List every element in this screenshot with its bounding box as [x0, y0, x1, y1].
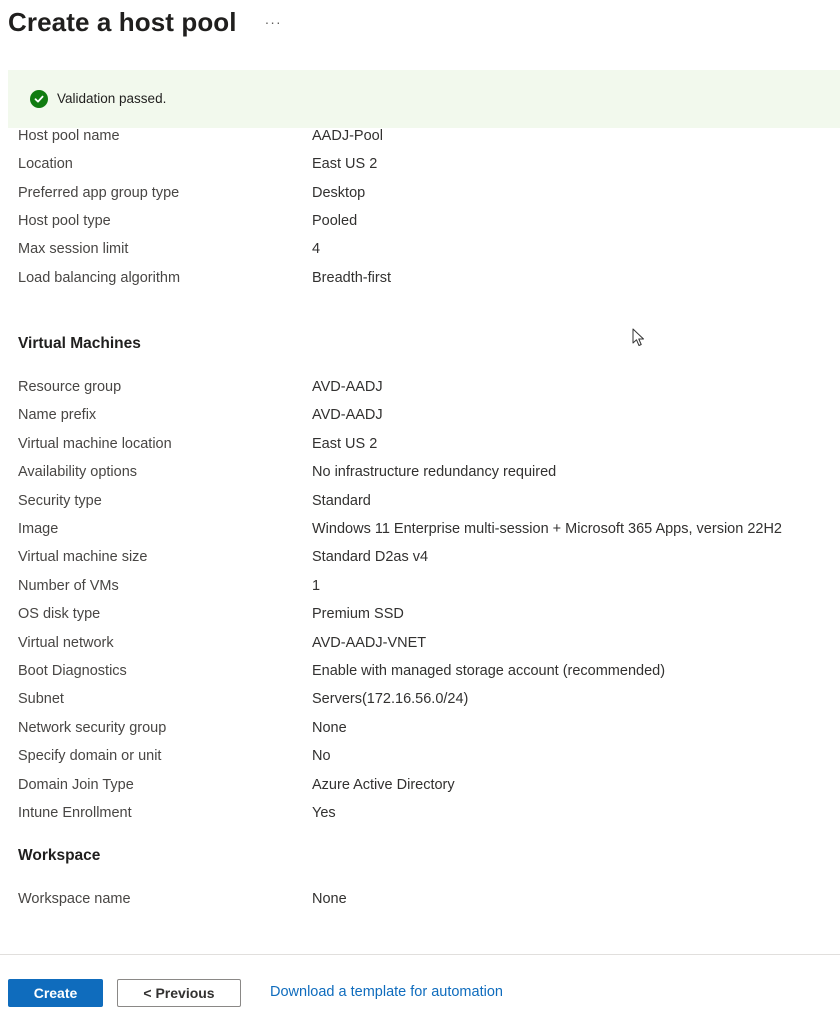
detail-row-image	[18, 518, 840, 540]
detail-row-resource-group	[18, 376, 840, 398]
page-title: Create a host pool	[8, 6, 237, 37]
detail-row-intune-enrollment	[18, 802, 840, 824]
detail-value: Azure Active Directory	[312, 777, 455, 793]
detail-row-host-pool-name	[18, 125, 840, 147]
detail-value: East US 2	[312, 436, 378, 452]
detail-value: None	[312, 720, 347, 736]
validation-banner	[8, 70, 840, 128]
mouse-pointer-icon	[632, 328, 646, 348]
detail-value: No	[312, 748, 331, 764]
detail-row-vm-size	[18, 546, 840, 568]
detail-label: Load balancing algorithm	[18, 270, 181, 286]
section-heading-virtual-machines: Virtual Machines	[18, 335, 141, 352]
detail-row-subnet	[18, 688, 840, 710]
detail-value: Desktop	[312, 185, 366, 201]
detail-value: AVD-AADJ	[312, 407, 383, 423]
detail-label: Virtual machine location	[18, 436, 172, 452]
detail-row-location	[18, 153, 840, 175]
detail-value: AVD-AADJ	[312, 379, 383, 395]
section-heading-workspace: Workspace	[18, 847, 101, 864]
detail-value: Pooled	[312, 213, 358, 229]
detail-value: None	[312, 891, 347, 907]
detail-row-boot-diagnostics	[18, 660, 840, 682]
detail-row-workspace-name	[18, 888, 840, 910]
detail-row-number-of-vms	[18, 575, 840, 597]
title-row	[8, 4, 282, 40]
detail-label: Virtual network	[18, 635, 114, 651]
detail-label: Virtual machine size	[18, 549, 148, 565]
detail-label: Host pool type	[18, 213, 111, 229]
detail-value: Standard	[312, 493, 371, 509]
detail-label: Name prefix	[18, 407, 97, 423]
detail-label: OS disk type	[18, 606, 101, 622]
previous-button[interactable]: < Previous	[117, 979, 241, 1007]
detail-label: Number of VMs	[18, 578, 119, 594]
download-template-link[interactable]: Download a template for automation	[270, 984, 503, 1000]
detail-row-virtual-network	[18, 632, 840, 654]
detail-label: Network security group	[18, 720, 167, 736]
validation-message: Validation passed.	[57, 91, 167, 106]
detail-label: Preferred app group type	[18, 185, 180, 201]
detail-row-security-type	[18, 490, 840, 512]
check-circle-icon	[30, 90, 48, 108]
detail-label: Intune Enrollment	[18, 805, 132, 821]
detail-label: Boot Diagnostics	[18, 663, 127, 679]
detail-label: Image	[18, 521, 59, 537]
detail-label: Security type	[18, 493, 102, 509]
detail-row-domain-join-type	[18, 774, 840, 796]
detail-row-name-prefix	[18, 404, 840, 426]
detail-label: Availability options	[18, 464, 138, 480]
detail-label: Host pool name	[18, 128, 120, 144]
detail-value: AVD-AADJ-VNET	[312, 635, 427, 651]
detail-label: Specify domain or unit	[18, 748, 162, 764]
detail-value: Premium SSD	[312, 606, 404, 622]
detail-value: Servers(172.16.56.0/24)	[312, 691, 469, 707]
detail-row-host-pool-type	[18, 210, 840, 232]
detail-value: Standard D2as v4	[312, 549, 429, 565]
detail-value: Windows 11 Enterprise multi-session + Microsoft 365 Apps, version 22H2	[312, 521, 782, 537]
detail-value: No infrastructure redundancy required	[312, 464, 557, 480]
detail-value: Breadth-first	[312, 270, 391, 286]
detail-row-network-security-group	[18, 717, 840, 739]
more-options-icon[interactable]: ···	[264, 14, 282, 30]
detail-row-vm-location	[18, 433, 840, 455]
detail-value: Enable with managed storage account (recommended)	[312, 663, 666, 679]
detail-value: AADJ-Pool	[312, 128, 383, 144]
detail-label: Resource group	[18, 379, 122, 395]
detail-value: 4	[312, 241, 321, 257]
detail-label: Workspace name	[18, 891, 131, 907]
detail-row-os-disk-type	[18, 603, 840, 625]
detail-row-preferred-app-group-type	[18, 182, 840, 204]
detail-label: Domain Join Type	[18, 777, 134, 793]
detail-row-specify-domain	[18, 745, 840, 767]
detail-value: East US 2	[312, 156, 378, 172]
footer-divider	[0, 954, 840, 955]
detail-value: Yes	[312, 805, 336, 821]
detail-label: Location	[18, 156, 73, 172]
create-button[interactable]: Create	[8, 979, 103, 1007]
detail-label: Max session limit	[18, 241, 129, 257]
detail-row-availability-options	[18, 461, 840, 483]
detail-row-load-balancing-algorithm	[18, 267, 840, 289]
detail-row-max-session-limit	[18, 238, 840, 260]
detail-value: 1	[312, 578, 321, 594]
detail-label: Subnet	[18, 691, 64, 707]
